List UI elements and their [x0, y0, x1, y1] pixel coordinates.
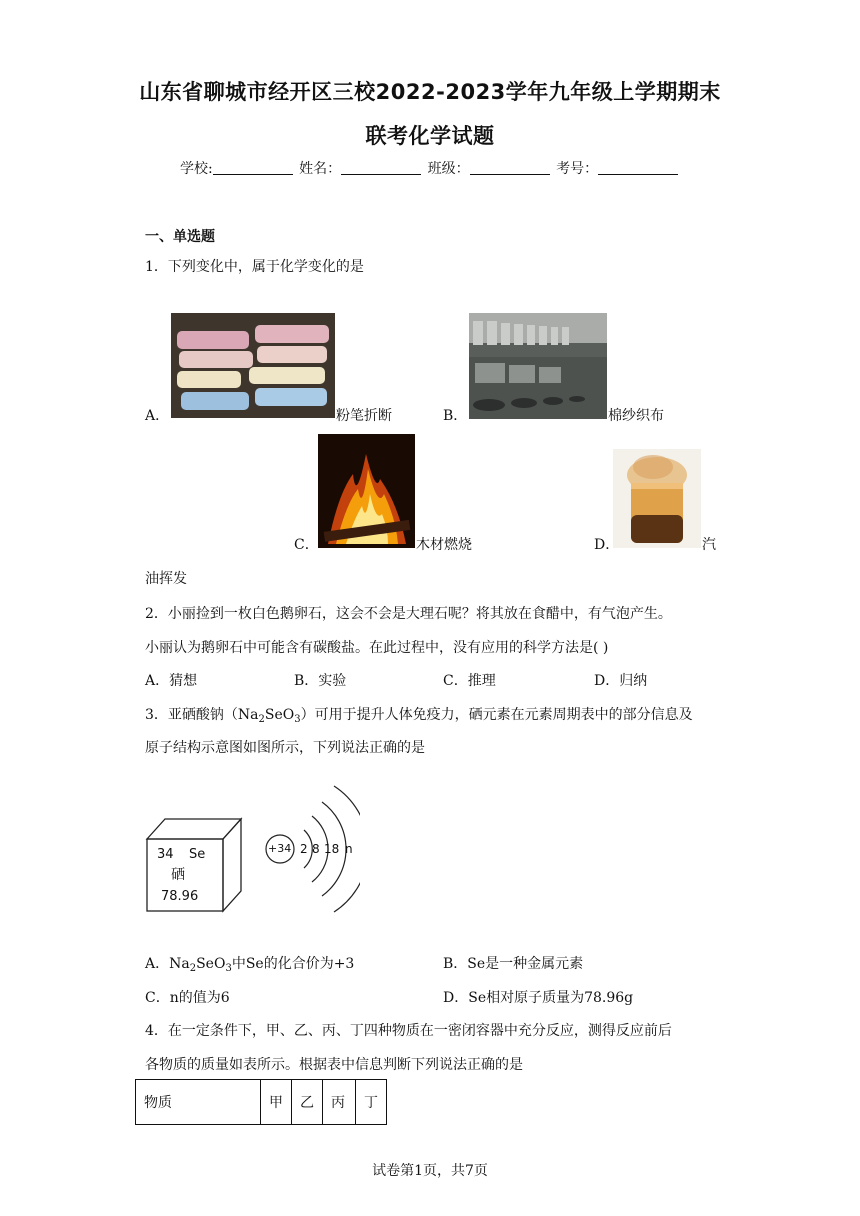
q3-option-b: B．Se是一种金属元素 — [443, 956, 584, 972]
class-label: 班级： — [427, 161, 470, 177]
shell-3-electrons: 18 — [324, 842, 340, 856]
q2-option-c: C．推理 — [443, 673, 496, 689]
q4-stem-1: 4．在一定条件下，甲、乙、丙、丁四种物质在一密闭容器中充分反应，测得反应前后 — [145, 1023, 672, 1039]
q2-option-a: A．猜想 — [145, 673, 198, 689]
q3-stem-1: 3．亚硒酸钠$(Na_2SeO_3)$可用于提升人体免疫力，硒元素在元素周期表中的部分信息及 — [145, 707, 693, 725]
nucleus-charge: +34 — [268, 842, 292, 855]
q1-option-c-text: 木材燃烧 — [416, 537, 472, 553]
burning-wood-image — [318, 434, 415, 548]
q1-option-a-letter: A． — [145, 408, 170, 424]
element-atomic-mass: 78.96 — [161, 889, 199, 904]
atomic-structure-diagram — [260, 780, 360, 920]
school-label: 学校: — [180, 161, 213, 177]
q1-option-d-letter: D． — [594, 537, 620, 553]
shell-4-electrons: n — [345, 842, 353, 856]
q1-option-b-letter: B． — [443, 408, 468, 424]
table-header-ding: 丁 — [356, 1080, 387, 1125]
q2-stem-1: 2．小丽捡到一枚白色鹅卵石，这会不会是大理石呢？将其放在食醋中，有气泡产生。 — [145, 606, 672, 622]
name-label: 姓名： — [299, 161, 342, 177]
table-header-jia: 甲 — [261, 1080, 292, 1125]
q1-option-a-text: 粉笔折断 — [336, 408, 392, 424]
page-footer: 试卷第1页，共7页 — [372, 1163, 488, 1179]
q3-option-d: D．Se相对原子质量为78.96g — [443, 990, 634, 1006]
chalk-image — [171, 313, 335, 418]
q2-option-d: D．归纳 — [594, 673, 648, 689]
q1-option-d-text-2: 油挥发 — [145, 571, 187, 587]
table-row — [136, 1080, 387, 1125]
school-blank — [213, 160, 293, 175]
q3-stem-2: 原子结构示意图如图所示，下列说法正确的是 — [145, 740, 425, 756]
element-symbol: Se — [189, 847, 206, 862]
q2-option-b: B．实验 — [294, 673, 347, 689]
table-header-bing: 丙 — [323, 1080, 356, 1125]
q3-option-c: C．n的值为6 — [145, 990, 230, 1006]
q1-stem: 1．下列变化中，属于化学变化的是 — [145, 259, 364, 275]
page-title-line2: 联考化学试题 — [365, 124, 495, 148]
table-header-yi: 乙 — [292, 1080, 323, 1125]
element-name: 硒 — [171, 867, 185, 883]
shell-2-electrons: 8 — [312, 842, 320, 856]
q2-stem-2: 小丽认为鹅卵石中可能含有碳酸盐。在此过程中，没有应用的科学方法是( ) — [145, 640, 609, 656]
textile-machine-image — [469, 313, 607, 419]
exam-no-label: 考号： — [556, 161, 599, 177]
q4-stem-2: 各物质的质量如表所示。根据表中信息判断下列说法正确的是 — [145, 1057, 523, 1073]
q1-option-c-letter: C． — [294, 537, 319, 553]
element-cell-diagram — [145, 815, 245, 915]
q3-option-a: A．$Na_2SeO_3$中Se的化合价为+3 — [145, 956, 355, 974]
gasoline-beaker-image — [613, 449, 701, 548]
section-heading: 一、单选题 — [145, 229, 215, 245]
student-info — [180, 158, 680, 178]
q1-option-d-text-1: 汽 — [702, 537, 716, 553]
element-atomic-number: 34 — [157, 847, 174, 862]
exam-no-blank — [598, 160, 678, 175]
class-blank — [470, 160, 550, 175]
page-title-line1: 山东省聊城市经开区三校2022-2023学年九年级上学期期末 — [139, 80, 721, 104]
q4-mass-table — [135, 1079, 387, 1125]
table-header-substance: 物质 — [136, 1080, 261, 1125]
shell-1-electrons: 2 — [300, 842, 308, 856]
q1-option-b-text: 棉纱织布 — [608, 408, 664, 424]
name-blank — [341, 160, 421, 175]
